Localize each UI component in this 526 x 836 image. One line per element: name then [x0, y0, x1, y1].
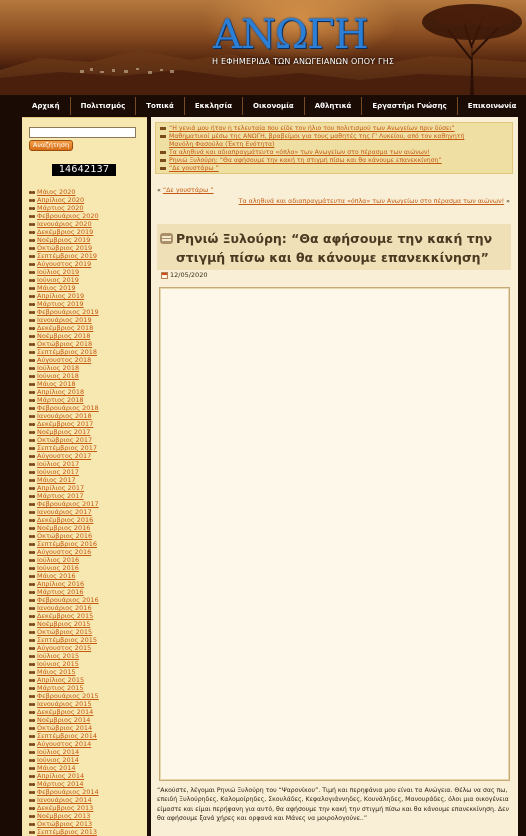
bullet-icon [29, 494, 36, 499]
article-title: Ρηνιώ Ξυλούρη: “Θα αφήσουμε την κακή την στιγμή πίσω και θα κάνουμε επανεκκίνηση” [176, 231, 493, 265]
archive-link[interactable]: Ιούνιος 2018 [29, 372, 99, 380]
archive-link[interactable]: Οκτώβριος 2017 [29, 436, 99, 444]
archive-link[interactable]: Φεβρουάριος 2015 [29, 692, 99, 700]
archive-link[interactable]: Σεπτέμβριος 2013 [29, 828, 99, 836]
bullet-icon [29, 358, 36, 363]
article-date-text: 12/05/2020 [170, 271, 208, 279]
bullet-icon [29, 422, 36, 427]
embedded-video[interactable] [159, 287, 510, 781]
archive-link[interactable]: Απρίλιος 2015 [29, 676, 99, 684]
nav-contact[interactable]: Επικοινωνία [467, 102, 517, 110]
bullet-icon [29, 782, 36, 787]
bullet-icon [29, 214, 36, 219]
archive-link[interactable]: Σεπτέμβριος 2015 [29, 636, 99, 644]
archive-link[interactable]: Αύγουστος 2016 [29, 548, 99, 556]
nav-home[interactable]: Αρχική [22, 97, 71, 115]
bullet-icon [29, 702, 36, 707]
archive-link[interactable]: Νοέμβριος 2019 [29, 236, 99, 244]
archive-link[interactable]: Μάρτιος 2017 [29, 492, 99, 500]
bullet-icon [29, 830, 36, 835]
archive-link[interactable]: Ιούλιος 2018 [29, 364, 99, 372]
bullet-icon [29, 534, 36, 539]
archive-link[interactable]: Δεκέμβριος 2013 [29, 804, 99, 812]
previous-post-link[interactable]: “Δε γουστάρω ” [162, 187, 214, 194]
archive-link[interactable]: Ιανουάριος 2016 [29, 604, 99, 612]
bullet-icon [29, 622, 36, 627]
nav-culture[interactable]: Πολιτισμός [71, 97, 137, 115]
bullet-icon [29, 550, 36, 555]
bullet-icon [29, 774, 36, 779]
archive-link[interactable]: Οκτώβριος 2015 [29, 628, 99, 636]
recent-posts-box [155, 122, 513, 174]
archive-link[interactable]: Ιούνιος 2017 [29, 468, 99, 476]
archive-link[interactable]: Δεκέμβριος 2017 [29, 420, 99, 428]
archive-link[interactable]: Νοέμβριος 2013 [29, 812, 99, 820]
next-post-nav: Τα αληθινά και αδιαπραγμάτευτα «όπλα» των Ανωγείων στο πέρασμα των αιώνων! » [238, 198, 510, 205]
archive-link[interactable]: Σεπτέμβριος 2014 [29, 732, 99, 740]
bullet-icon [29, 366, 36, 371]
archive-link[interactable]: Μάιος 2018 [29, 380, 99, 388]
main-nav [22, 97, 518, 115]
bullet-icon [29, 230, 36, 235]
archive-link[interactable]: Φεβρουάριος 2020 [29, 212, 99, 220]
archive-link[interactable]: Σεπτέμβριος 2017 [29, 444, 99, 452]
archive-link[interactable]: Ιούλιος 2014 [29, 748, 99, 756]
archive-link[interactable]: Ιανουάριος 2015 [29, 700, 99, 708]
archive-link[interactable]: Φεβρουάριος 2019 [29, 308, 99, 316]
bullet-icon [29, 470, 36, 475]
archive-link[interactable]: Φεβρουάριος 2018 [29, 404, 99, 412]
archive-link[interactable]: Οκτώβριος 2014 [29, 724, 99, 732]
bullet-icon [29, 502, 36, 507]
archive-link[interactable]: Ιούλιος 2017 [29, 460, 99, 468]
search-input[interactable] [29, 127, 136, 138]
archive-link[interactable]: Δεκέμβριος 2019 [29, 228, 99, 236]
archive-link[interactable]: Δεκέμβριος 2016 [29, 516, 99, 524]
archive-link[interactable]: Μάιος 2017 [29, 476, 99, 484]
archive-link[interactable]: Δεκέμβριος 2015 [29, 612, 99, 620]
recent-post-link[interactable]: Ρηνιώ Ξυλούρη: “Θα αφήσουμε την κακή τη στιγμή πίσω και θα κάνουμε επανεκκίνηση” [160, 157, 508, 165]
bullet-icon [29, 710, 36, 715]
bullet-icon [29, 398, 36, 403]
bullet-icon [29, 630, 36, 635]
bullet-icon [29, 574, 36, 579]
bullet-icon [29, 542, 36, 547]
archive-link[interactable]: Μάρτιος 2018 [29, 396, 99, 404]
calendar-icon [161, 272, 168, 279]
archive-link[interactable]: Ιανουάριος 2018 [29, 412, 99, 420]
bullet-icon [29, 638, 36, 643]
bullet-icon [29, 518, 36, 523]
left-sidebar [22, 117, 147, 836]
archive-link[interactable]: Φεβρουάριος 2017 [29, 500, 99, 508]
archive-link[interactable]: Σεπτέμβριος 2016 [29, 540, 99, 548]
article-date [161, 271, 207, 279]
archive-link[interactable]: Σεπτέμβριος 2019 [29, 252, 99, 260]
bullet-icon [29, 382, 36, 387]
archive-link[interactable]: Ιούλιος 2015 [29, 652, 99, 660]
archive-link[interactable]: Δεκέμβριος 2014 [29, 708, 99, 716]
bullet-icon [29, 742, 36, 747]
bullet-icon [29, 438, 36, 443]
recent-post-link[interactable]: Τα αληθινά και αδιαπραγμάτευτα «όπλα» των Ανωγείων στο πέρασμα των αιώνων! [160, 149, 508, 157]
bullet-icon [29, 430, 36, 435]
site-logo[interactable]: ΑΝΩΓΗ [213, 12, 368, 58]
archive-link[interactable]: Μάιος 2020 [29, 188, 99, 196]
bullet-icon [29, 302, 36, 307]
archive-link[interactable]: Οκτώβριος 2018 [29, 340, 99, 348]
bullet-icon [29, 582, 36, 587]
bullet-icon [29, 454, 36, 459]
search-button[interactable]: Αναζήτηση [29, 140, 73, 151]
archive-link[interactable]: Αύγουστος 2014 [29, 740, 99, 748]
bullet-icon [160, 134, 167, 139]
bullet-icon [29, 406, 36, 411]
archive-link[interactable]: Αύγουστος 2019 [29, 260, 99, 268]
archive-link[interactable]: Ιανουάριος 2019 [29, 316, 99, 324]
archive-link[interactable]: Μάιος 2016 [29, 572, 99, 580]
nav-knowledge-workshop[interactable]: Εργαστήρι Γνώσης [362, 97, 457, 115]
next-post-link[interactable]: Τα αληθινά και αδιαπραγμάτευτα «όπλα» των Ανωγείων στο πέρασμα των αιώνων! [238, 198, 505, 205]
bullet-icon [29, 734, 36, 739]
archive-link[interactable]: Μάιος 2015 [29, 668, 99, 676]
archive-link[interactable]: Απρίλιος 2020 [29, 196, 99, 204]
bullet-icon [29, 414, 36, 419]
bullet-icon [29, 670, 36, 675]
archive-link[interactable]: Μάρτιος 2016 [29, 588, 99, 596]
bullet-icon [29, 270, 36, 275]
article-body: “Ακούστε, λέγομαι Ρηνιώ Ξυλούρη του “Ψαρονίκου”. Τιμή και περηφάνια μου είναι τα Ανώγεια. Θέλω να σας πω, επειδή Ξυλούρηδες, Καλομοίρηδες, Σκουλάδες, Κεφαλογιάννηδες, Κουνάληδες, Μανουράδες, όλοι μια οικογένεια είμαστε και είμαι περήφανη για αυτό, θα αφήσουμε την κακή την στιγμή πίσω και θα κάνουμε επανεκκίνηση. Δεν θα αφήσουμε ξανά χήρες και ορφανά και Μάνες να μοιρολογούνε..” [157, 787, 509, 822]
bullet-icon [29, 758, 36, 763]
bullet-icon [29, 446, 36, 451]
archive-link[interactable]: Οκτώβριος 2016 [29, 532, 99, 540]
main-content [151, 117, 518, 836]
archive-link[interactable]: Νοέμβριος 2015 [29, 620, 99, 628]
bullet-icon [29, 254, 36, 259]
archive-link[interactable]: Ιούλιος 2019 [29, 268, 99, 276]
archive-link[interactable]: Νοέμβριος 2014 [29, 716, 99, 724]
archive-link[interactable]: Ιανουάριος 2020 [29, 220, 99, 228]
archive-link[interactable]: Σεπτέμβριος 2018 [29, 348, 99, 356]
bullet-icon [29, 750, 36, 755]
bullet-icon [29, 246, 36, 251]
archive-link[interactable]: Αύγουστος 2018 [29, 356, 99, 364]
article-title-box [157, 224, 511, 270]
bullet-icon [29, 726, 36, 731]
visitor-counter: 14642137 [52, 164, 116, 176]
archive-link[interactable]: Δεκέμβριος 2018 [29, 324, 99, 332]
archive-link[interactable]: Μάρτιος 2020 [29, 204, 99, 212]
archive-link[interactable]: Μάιος 2019 [29, 284, 99, 292]
bullet-icon [29, 606, 36, 611]
bullet-icon [29, 790, 36, 795]
archive-link[interactable]: Νοέμβριος 2016 [29, 524, 99, 532]
bullet-icon [160, 158, 167, 163]
bullet-icon [29, 566, 36, 571]
bullet-icon [29, 526, 36, 531]
recent-post-link[interactable]: Μανόλη Φασούλα (Έκτη Ενότητα) [169, 141, 275, 148]
bullet-icon [29, 558, 36, 563]
archive-link[interactable]: Απρίλιος 2018 [29, 388, 99, 396]
bullet-icon [29, 342, 36, 347]
archive-link[interactable]: Ιούνιος 2014 [29, 756, 99, 764]
site-header [0, 0, 526, 95]
archive-link[interactable]: Ιούλιος 2016 [29, 556, 99, 564]
bullet-icon [29, 694, 36, 699]
archive-link[interactable]: Αύγουστος 2015 [29, 644, 99, 652]
speech-bubble-icon [160, 233, 173, 244]
archive-link[interactable]: Νοέμβριος 2017 [29, 428, 99, 436]
archive-link[interactable]: Ιούνιος 2016 [29, 564, 99, 572]
bullet-icon [29, 814, 36, 819]
bullet-icon [29, 654, 36, 659]
archive-link[interactable]: Οκτώβριος 2013 [29, 820, 99, 828]
bullet-icon [29, 614, 36, 619]
nav-local[interactable]: Τοπικά [136, 97, 185, 115]
bullet-icon [29, 294, 36, 299]
bullet-icon [29, 590, 36, 595]
bullet-icon [29, 206, 36, 211]
archive-link[interactable]: Μάρτιος 2014 [29, 780, 99, 788]
nav-church[interactable]: Εκκλησία [185, 97, 243, 115]
bullet-icon [29, 662, 36, 667]
bullet-icon [29, 278, 36, 283]
archive-link[interactable]: Ιανουάριος 2014 [29, 796, 99, 804]
bullet-icon [29, 766, 36, 771]
archive-link[interactable]: Ιανουάριος 2017 [29, 508, 99, 516]
bullet-icon [29, 318, 36, 323]
bullet-icon [29, 190, 36, 195]
bullet-icon [29, 510, 36, 515]
archive-link[interactable]: Φεβρουάριος 2016 [29, 596, 99, 604]
bullet-icon [29, 678, 36, 683]
archive-link[interactable]: Απρίλιος 2017 [29, 484, 99, 492]
recent-post-link[interactable]: “Δε γουστάρω ” [160, 165, 508, 173]
bullet-icon [160, 166, 167, 171]
archive-list [29, 188, 99, 836]
archive-link[interactable]: Νοέμβριος 2018 [29, 332, 99, 340]
bullet-icon [29, 462, 36, 467]
archive-link[interactable]: Μάρτιος 2015 [29, 684, 99, 692]
bullet-icon [29, 350, 36, 355]
archive-link[interactable]: Απρίλιος 2016 [29, 580, 99, 588]
bullet-icon [29, 286, 36, 291]
site-tagline: Η ΕΦΗΜΕΡΙΔΑ ΤΩΝ ΑΝΩΓΕΙΑΝΩΝ ΟΠΟΥ ΓΗΣ [212, 57, 395, 66]
bullet-icon [29, 486, 36, 491]
bullet-icon [29, 326, 36, 331]
archive-link[interactable]: Ιούνιος 2019 [29, 276, 99, 284]
archive-link[interactable]: Οκτώβριος 2019 [29, 244, 99, 252]
bullet-icon [29, 222, 36, 227]
nav-sports[interactable]: Αθλητικά [305, 97, 363, 115]
archive-link[interactable]: Ιούνιος 2015 [29, 660, 99, 668]
bullet-icon [29, 334, 36, 339]
archive-link[interactable]: Φεβρουάριος 2014 [29, 788, 99, 796]
bullet-icon [29, 262, 36, 267]
bullet-icon [29, 822, 36, 827]
previous-post-nav: « “Δε γουστάρω ” [157, 187, 214, 194]
bullet-icon [29, 478, 36, 483]
bullet-icon [29, 798, 36, 803]
tree-silhouette-image [418, 0, 526, 95]
bullet-icon [29, 806, 36, 811]
bullet-icon [29, 238, 36, 243]
bullet-icon [29, 198, 36, 203]
archive-link[interactable]: Αύγουστος 2017 [29, 452, 99, 460]
bullet-icon [29, 646, 36, 651]
nav-economy[interactable]: Οικονομία [243, 97, 305, 115]
archive-link[interactable]: Απρίλιος 2019 [29, 292, 99, 300]
bullet-icon [29, 374, 36, 379]
bullet-icon [29, 310, 36, 315]
archive-link[interactable]: Απρίλιος 2014 [29, 772, 99, 780]
bullet-icon [160, 126, 167, 131]
recent-post-link[interactable]: Μαθηματικοί μέσω της ΑΝΩΓΗ, βραβείμοι για τους μαθητές της Γ' Λυκείου, από τον καθηγητή [160, 133, 508, 141]
bullet-icon [29, 390, 36, 395]
bullet-icon [160, 150, 167, 155]
recent-post-link[interactable]: “Η γενιά μου ήταν η τελευταία που είδε τον ήλιο του πολιτισμού των Ανωγείων πριν δύσει” [160, 125, 508, 133]
bullet-icon [29, 718, 36, 723]
archive-link[interactable]: Μάρτιος 2019 [29, 300, 99, 308]
bullet-icon [29, 598, 36, 603]
archive-link[interactable]: Μάιος 2014 [29, 764, 99, 772]
bullet-icon [29, 686, 36, 691]
